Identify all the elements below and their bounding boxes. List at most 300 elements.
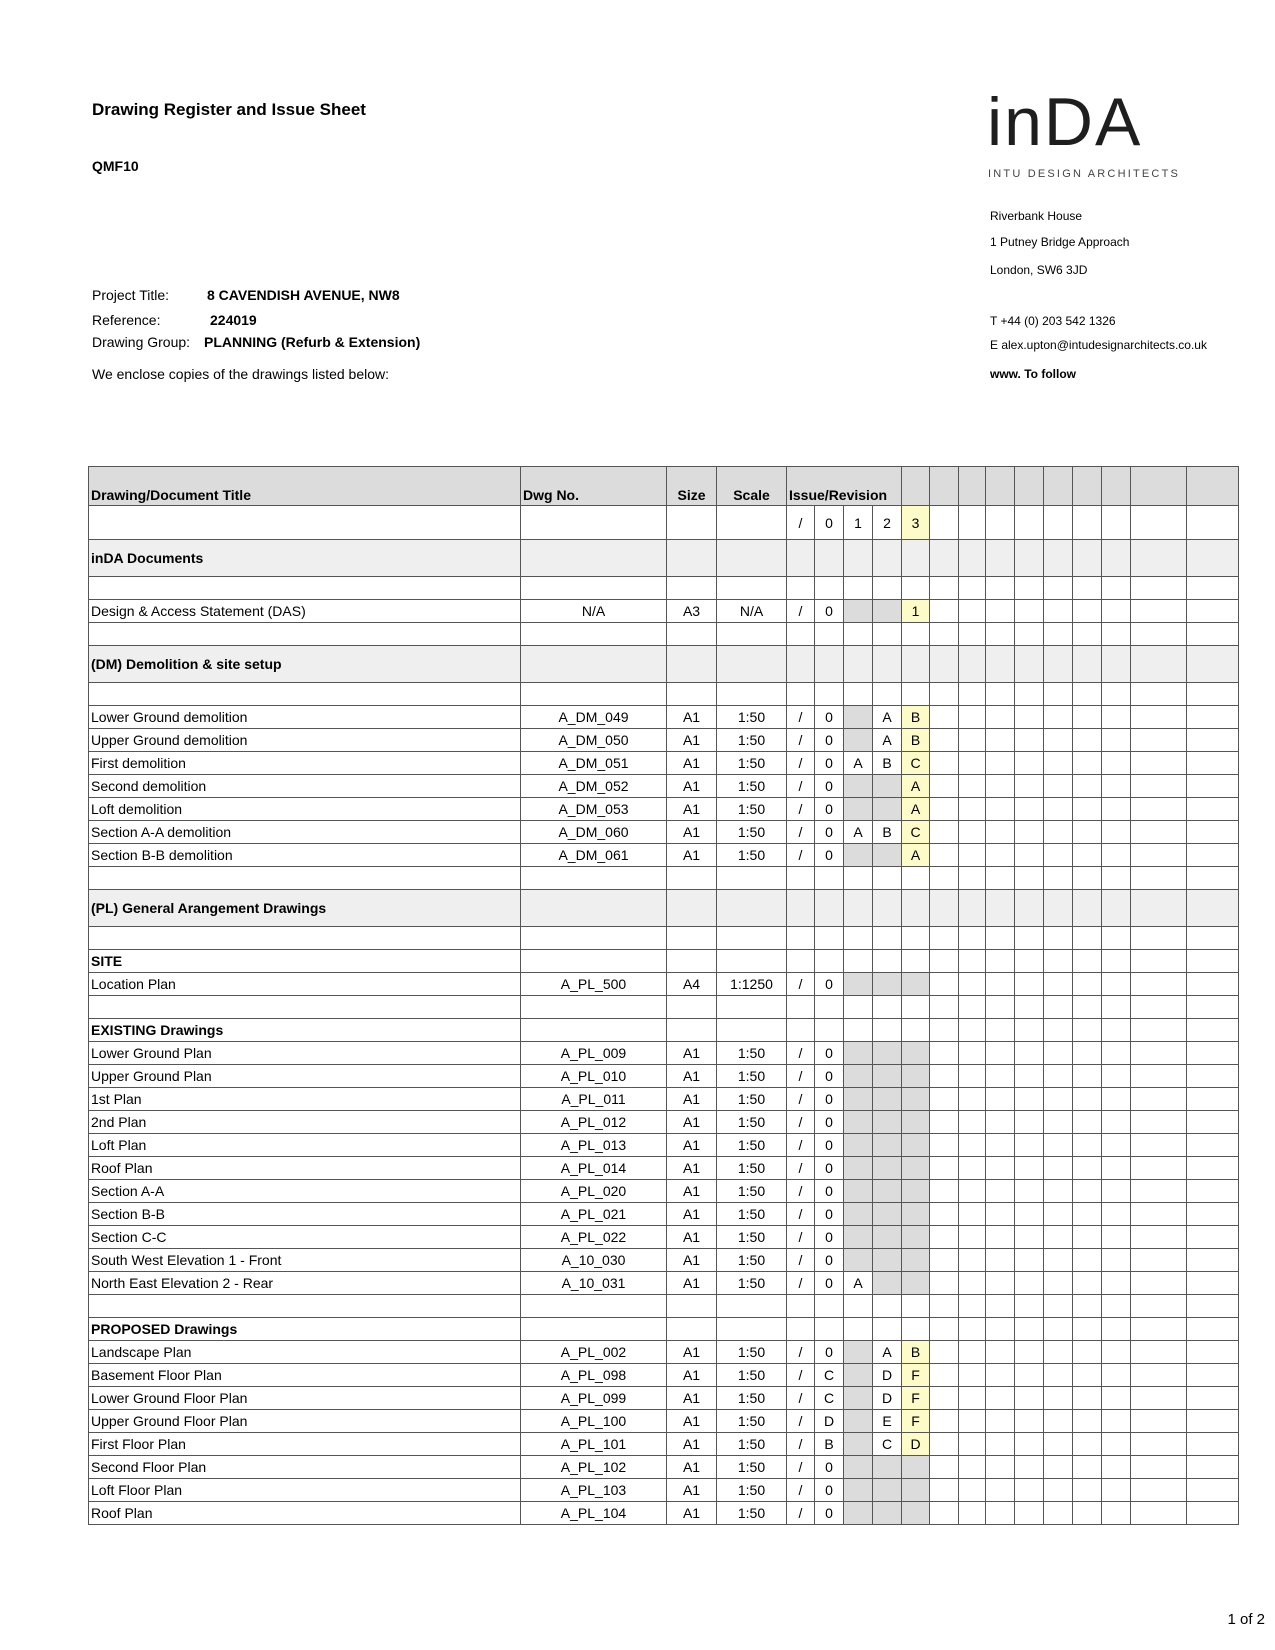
header-size: Size [667, 467, 717, 506]
cell-revision-2 [844, 1088, 873, 1111]
cell-title: Loft demolition [89, 798, 521, 821]
cell-revision-0: / [787, 1364, 815, 1387]
cell-scale: 1:50 [717, 1180, 787, 1203]
cell-revision-0: / [787, 1226, 815, 1249]
cell-revision-4: C [902, 821, 930, 844]
address-line-2: 1 Putney Bridge Approach [990, 235, 1130, 249]
company-web: www. To follow [990, 367, 1076, 381]
cell-revision-4 [902, 1479, 930, 1502]
cell-dwg-no: A_PL_103 [521, 1479, 667, 1502]
cell-revision-1: 0 [815, 1042, 844, 1065]
cell-scale: 1:50 [717, 706, 787, 729]
table-row [89, 1341, 1239, 1364]
cell-revision-2 [844, 1387, 873, 1410]
cell-size: A1 [667, 1249, 717, 1272]
cell-revision-0: / [787, 1134, 815, 1157]
cell-revision-4 [902, 1065, 930, 1088]
table-row [89, 798, 1239, 821]
revision-col-0: / [787, 506, 815, 540]
table-row [89, 706, 1239, 729]
enclose-text: We enclose copies of the drawings listed below: [92, 366, 390, 382]
cell-revision-1: 0 [815, 1226, 844, 1249]
company-phone: T +44 (0) 203 542 1326 [990, 314, 1116, 328]
revision-col-4: 3 [902, 506, 930, 540]
section-row [89, 890, 1239, 927]
cell-size: A1 [667, 1180, 717, 1203]
table-row [89, 1157, 1239, 1180]
cell-revision-4 [902, 1088, 930, 1111]
table-row [89, 1272, 1239, 1295]
cell-size: A1 [667, 1479, 717, 1502]
cell-revision-4 [902, 1203, 930, 1226]
cell-size: A1 [667, 1433, 717, 1456]
cell-title: First demolition [89, 752, 521, 775]
cell-title: Lower Ground demolition [89, 706, 521, 729]
cell-scale: 1:50 [717, 821, 787, 844]
cell-revision-1: 0 [815, 600, 844, 623]
cell-revision-1: C [815, 1364, 844, 1387]
cell-revision-0: / [787, 1272, 815, 1295]
cell-revision-3 [873, 1088, 902, 1111]
cell-revision-4: F [902, 1410, 930, 1433]
table-row [89, 1226, 1239, 1249]
cell-revision-4: C [902, 752, 930, 775]
cell-revision-4 [902, 1456, 930, 1479]
cell-scale: 1:50 [717, 1203, 787, 1226]
cell-revision-3 [873, 1157, 902, 1180]
cell-scale: 1:50 [717, 1502, 787, 1525]
cell-revision-2 [844, 844, 873, 867]
cell-revision-0: / [787, 1111, 815, 1134]
cell-revision-1: 0 [815, 1502, 844, 1525]
cell-revision-3 [873, 973, 902, 996]
cell-scale: 1:50 [717, 1088, 787, 1111]
cell-revision-4 [902, 1111, 930, 1134]
cell-dwg-no: A_PL_014 [521, 1157, 667, 1180]
cell-revision-3 [873, 600, 902, 623]
subsection-title: EXISTING Drawings [89, 1019, 521, 1042]
cell-revision-2: A [844, 1272, 873, 1295]
cell-revision-2 [844, 1249, 873, 1272]
cell-title: Lower Ground Plan [89, 1042, 521, 1065]
table-row [89, 1502, 1239, 1525]
cell-revision-2 [844, 1433, 873, 1456]
cell-dwg-no: A_PL_002 [521, 1341, 667, 1364]
cell-revision-2 [844, 1111, 873, 1134]
cell-revision-0: / [787, 1433, 815, 1456]
cell-revision-0: / [787, 1341, 815, 1364]
cell-revision-2 [844, 1134, 873, 1157]
table-row [89, 729, 1239, 752]
cell-revision-0: / [787, 1456, 815, 1479]
table-row [89, 1410, 1239, 1433]
cell-title: Section B-B demolition [89, 844, 521, 867]
cell-revision-3: C [873, 1433, 902, 1456]
cell-revision-1: 0 [815, 844, 844, 867]
cell-size: A1 [667, 821, 717, 844]
cell-revision-0: / [787, 1088, 815, 1111]
cell-revision-4: B [902, 1341, 930, 1364]
cell-revision-4: F [902, 1387, 930, 1410]
section-row [89, 540, 1239, 577]
table-row [89, 1249, 1239, 1272]
cell-revision-1: 0 [815, 1249, 844, 1272]
page-number: 1 of 2 [1227, 1611, 1265, 1628]
cell-revision-3 [873, 1226, 902, 1249]
cell-title: Second demolition [89, 775, 521, 798]
cell-dwg-no: N/A [521, 600, 667, 623]
cell-size: A1 [667, 1456, 717, 1479]
cell-dwg-no: A_PL_102 [521, 1456, 667, 1479]
cell-scale: 1:50 [717, 1157, 787, 1180]
cell-title: First Floor Plan [89, 1433, 521, 1456]
blank-row [89, 1295, 1239, 1318]
company-logo: inDA [987, 84, 1143, 160]
cell-revision-3 [873, 1065, 902, 1088]
cell-revision-2 [844, 973, 873, 996]
cell-revision-0: / [787, 1249, 815, 1272]
cell-revision-3: B [873, 752, 902, 775]
cell-dwg-no: A_DM_052 [521, 775, 667, 798]
cell-revision-3 [873, 1180, 902, 1203]
cell-revision-1: B [815, 1433, 844, 1456]
cell-scale: 1:50 [717, 1111, 787, 1134]
table-row [89, 1433, 1239, 1456]
table-row [89, 1134, 1239, 1157]
cell-title: Roof Plan [89, 1157, 521, 1180]
cell-revision-2 [844, 1203, 873, 1226]
table-row [89, 1088, 1239, 1111]
cell-revision-3 [873, 1456, 902, 1479]
cell-size: A1 [667, 1502, 717, 1525]
cell-revision-2 [844, 1479, 873, 1502]
table-row [89, 844, 1239, 867]
cell-revision-4: D [902, 1433, 930, 1456]
table-row [89, 821, 1239, 844]
cell-title: Design & Access Statement (DAS) [89, 600, 521, 623]
cell-revision-3 [873, 1249, 902, 1272]
table-row [89, 1042, 1239, 1065]
cell-revision-1: 0 [815, 1341, 844, 1364]
cell-title: Landscape Plan [89, 1341, 521, 1364]
cell-revision-1: 0 [815, 1203, 844, 1226]
cell-dwg-no: A_DM_050 [521, 729, 667, 752]
cell-revision-3: A [873, 1341, 902, 1364]
header-scale: Scale [717, 467, 787, 506]
cell-dwg-no: A_PL_011 [521, 1088, 667, 1111]
cell-size: A1 [667, 1111, 717, 1134]
project-title-value: 8 CAVENDISH AVENUE, NW8 [207, 287, 400, 303]
cell-dwg-no: A_DM_053 [521, 798, 667, 821]
cell-scale: 1:1250 [717, 973, 787, 996]
subsection-title: PROPOSED Drawings [89, 1318, 521, 1341]
cell-revision-0: / [787, 1387, 815, 1410]
cell-title: North East Elevation 2 - Rear [89, 1272, 521, 1295]
table-row [89, 1387, 1239, 1410]
cell-revision-0: / [787, 752, 815, 775]
cell-revision-1: 0 [815, 775, 844, 798]
address-line-1: Riverbank House [990, 209, 1083, 223]
cell-revision-2: A [844, 752, 873, 775]
project-title-label: Project Title: [92, 287, 170, 303]
cell-scale: 1:50 [717, 1456, 787, 1479]
cell-revision-1: 0 [815, 729, 844, 752]
cell-scale: 1:50 [717, 1364, 787, 1387]
cell-scale: 1:50 [717, 1410, 787, 1433]
cell-revision-0: / [787, 1479, 815, 1502]
cell-revision-4 [902, 1157, 930, 1180]
cell-dwg-no: A_PL_013 [521, 1134, 667, 1157]
cell-title: Loft Plan [89, 1134, 521, 1157]
revision-number-row [89, 506, 1239, 540]
cell-revision-0: / [787, 729, 815, 752]
cell-dwg-no: A_PL_098 [521, 1364, 667, 1387]
cell-scale: 1:50 [717, 1433, 787, 1456]
table-row [89, 775, 1239, 798]
subsection-row [89, 950, 1239, 973]
cell-revision-0: / [787, 798, 815, 821]
cell-scale: 1:50 [717, 1341, 787, 1364]
subsection-row [89, 1318, 1239, 1341]
cell-revision-3: B [873, 821, 902, 844]
table-row [89, 752, 1239, 775]
cell-revision-3 [873, 1111, 902, 1134]
cell-revision-0: / [787, 821, 815, 844]
cell-revision-3 [873, 1502, 902, 1525]
cell-revision-4 [902, 1180, 930, 1203]
cell-revision-1: 0 [815, 1065, 844, 1088]
cell-size: A1 [667, 1364, 717, 1387]
cell-revision-2 [844, 798, 873, 821]
cell-title: Upper Ground Plan [89, 1065, 521, 1088]
cell-dwg-no: A_PL_022 [521, 1226, 667, 1249]
cell-title: Roof Plan [89, 1502, 521, 1525]
cell-size: A1 [667, 775, 717, 798]
cell-size: A1 [667, 1088, 717, 1111]
cell-revision-1: 0 [815, 1111, 844, 1134]
cell-revision-4: F [902, 1364, 930, 1387]
blank-row [89, 927, 1239, 950]
cell-revision-4: A [902, 775, 930, 798]
drawing-register-table [88, 466, 1239, 1525]
cell-revision-3 [873, 1203, 902, 1226]
cell-revision-2 [844, 1180, 873, 1203]
cell-dwg-no: A_DM_060 [521, 821, 667, 844]
cell-dwg-no: A_PL_500 [521, 973, 667, 996]
blank-row [89, 623, 1239, 646]
cell-revision-3 [873, 1134, 902, 1157]
cell-revision-4: B [902, 706, 930, 729]
cell-revision-2 [844, 1065, 873, 1088]
cell-revision-0: / [787, 1157, 815, 1180]
cell-title: 2nd Plan [89, 1111, 521, 1134]
cell-revision-0: / [787, 775, 815, 798]
cell-revision-2 [844, 1157, 873, 1180]
section-title: (DM) Demolition & site setup [89, 646, 521, 683]
cell-revision-4 [902, 1272, 930, 1295]
cell-revision-1: 0 [815, 706, 844, 729]
cell-dwg-no: A_PL_101 [521, 1433, 667, 1456]
form-code: QMF10 [92, 158, 139, 174]
cell-dwg-no: A_10_030 [521, 1249, 667, 1272]
cell-title: Second Floor Plan [89, 1456, 521, 1479]
cell-revision-3: D [873, 1387, 902, 1410]
drawing-group-value: PLANNING (Refurb & Extension) [204, 334, 421, 350]
cell-revision-3 [873, 844, 902, 867]
cell-size: A1 [667, 752, 717, 775]
cell-revision-1: C [815, 1387, 844, 1410]
cell-revision-1: 0 [815, 821, 844, 844]
cell-revision-3: D [873, 1364, 902, 1387]
cell-scale: 1:50 [717, 1134, 787, 1157]
reference-label: Reference: [92, 312, 161, 328]
cell-revision-3 [873, 798, 902, 821]
cell-dwg-no: A_PL_100 [521, 1410, 667, 1433]
cell-revision-2 [844, 729, 873, 752]
cell-revision-2 [844, 1410, 873, 1433]
cell-title: Lower Ground Floor Plan [89, 1387, 521, 1410]
header-issue-revision: Issue/Revision [787, 467, 902, 506]
cell-revision-4: A [902, 798, 930, 821]
section-title: inDA Documents [89, 540, 521, 577]
cell-scale: 1:50 [717, 1249, 787, 1272]
table-row [89, 1180, 1239, 1203]
cell-revision-1: 0 [815, 1479, 844, 1502]
cell-revision-1: 0 [815, 1180, 844, 1203]
cell-revision-2 [844, 1226, 873, 1249]
cell-size: A1 [667, 1226, 717, 1249]
cell-title: South West Elevation 1 - Front [89, 1249, 521, 1272]
cell-dwg-no: A_PL_099 [521, 1387, 667, 1410]
cell-scale: 1:50 [717, 1387, 787, 1410]
cell-revision-4: A [902, 844, 930, 867]
table-row [89, 1065, 1239, 1088]
cell-title: Basement Floor Plan [89, 1364, 521, 1387]
cell-revision-1: 0 [815, 1157, 844, 1180]
cell-revision-4 [902, 1042, 930, 1065]
cell-dwg-no: A_PL_020 [521, 1180, 667, 1203]
subsection-title: SITE [89, 950, 521, 973]
drawing-group-label: Drawing Group: [92, 334, 191, 350]
cell-size: A1 [667, 1065, 717, 1088]
table-row [89, 1479, 1239, 1502]
cell-revision-4 [902, 1502, 930, 1525]
table-row [89, 600, 1239, 623]
cell-revision-1: 0 [815, 752, 844, 775]
cell-size: A1 [667, 706, 717, 729]
cell-title: Upper Ground demolition [89, 729, 521, 752]
cell-scale: 1:50 [717, 1479, 787, 1502]
cell-revision-2: A [844, 821, 873, 844]
cell-title: 1st Plan [89, 1088, 521, 1111]
cell-size: A1 [667, 1042, 717, 1065]
cell-revision-2 [844, 1364, 873, 1387]
cell-revision-1: 0 [815, 798, 844, 821]
address-line-3: London, SW6 3JD [990, 263, 1088, 277]
cell-revision-4 [902, 1134, 930, 1157]
cell-title: Section C-C [89, 1226, 521, 1249]
cell-size: A1 [667, 1387, 717, 1410]
section-row [89, 646, 1239, 683]
cell-scale: 1:50 [717, 1272, 787, 1295]
company-logo-subtitle: INTU DESIGN ARCHITECTS [988, 168, 1181, 180]
cell-scale: 1:50 [717, 752, 787, 775]
cell-title: Loft Floor Plan [89, 1479, 521, 1502]
cell-revision-4: 1 [902, 600, 930, 623]
cell-size: A1 [667, 1341, 717, 1364]
cell-size: A1 [667, 1272, 717, 1295]
header-title: Drawing/Document Title [89, 467, 521, 506]
cell-revision-2 [844, 706, 873, 729]
cell-dwg-no: A_PL_010 [521, 1065, 667, 1088]
table-row [89, 1203, 1239, 1226]
cell-dwg-no: A_DM_061 [521, 844, 667, 867]
cell-revision-0: / [787, 1042, 815, 1065]
cell-revision-3: A [873, 706, 902, 729]
cell-revision-0: / [787, 1180, 815, 1203]
revision-col-3: 2 [873, 506, 902, 540]
cell-revision-4 [902, 1249, 930, 1272]
cell-revision-4 [902, 973, 930, 996]
table-row [89, 1456, 1239, 1479]
cell-scale: 1:50 [717, 1042, 787, 1065]
cell-revision-0: / [787, 844, 815, 867]
cell-revision-0: / [787, 973, 815, 996]
cell-scale: 1:50 [717, 1226, 787, 1249]
cell-size: A1 [667, 1203, 717, 1226]
cell-scale: 1:50 [717, 775, 787, 798]
cell-size: A1 [667, 798, 717, 821]
table-row [89, 973, 1239, 996]
cell-scale: N/A [717, 600, 787, 623]
cell-title: Section B-B [89, 1203, 521, 1226]
cell-revision-1: 0 [815, 1088, 844, 1111]
table-header-row [89, 467, 1239, 506]
cell-revision-1: D [815, 1410, 844, 1433]
cell-revision-3 [873, 775, 902, 798]
cell-title: Upper Ground Floor Plan [89, 1410, 521, 1433]
blank-row [89, 577, 1239, 600]
cell-dwg-no: A_PL_104 [521, 1502, 667, 1525]
cell-revision-0: / [787, 1410, 815, 1433]
cell-size: A1 [667, 1134, 717, 1157]
cell-revision-3 [873, 1479, 902, 1502]
table-row [89, 1364, 1239, 1387]
revision-col-2: 1 [844, 506, 873, 540]
blank-row [89, 867, 1239, 890]
cell-scale: 1:50 [717, 798, 787, 821]
cell-revision-0: / [787, 1203, 815, 1226]
cell-size: A4 [667, 973, 717, 996]
cell-revision-2 [844, 775, 873, 798]
page-title: Drawing Register and Issue Sheet [92, 100, 366, 119]
cell-revision-1: 0 [815, 1272, 844, 1295]
cell-revision-2 [844, 1042, 873, 1065]
blank-row [89, 996, 1239, 1019]
cell-revision-0: / [787, 1502, 815, 1525]
cell-size: A1 [667, 1410, 717, 1433]
revision-col-1: 0 [815, 506, 844, 540]
header-dwg-no: Dwg No. [521, 467, 667, 506]
cell-size: A1 [667, 729, 717, 752]
cell-dwg-no: A_DM_049 [521, 706, 667, 729]
cell-scale: 1:50 [717, 844, 787, 867]
cell-revision-2 [844, 1456, 873, 1479]
cell-revision-4: B [902, 729, 930, 752]
cell-dwg-no: A_10_031 [521, 1272, 667, 1295]
cell-revision-0: / [787, 706, 815, 729]
cell-title: Section A-A demolition [89, 821, 521, 844]
